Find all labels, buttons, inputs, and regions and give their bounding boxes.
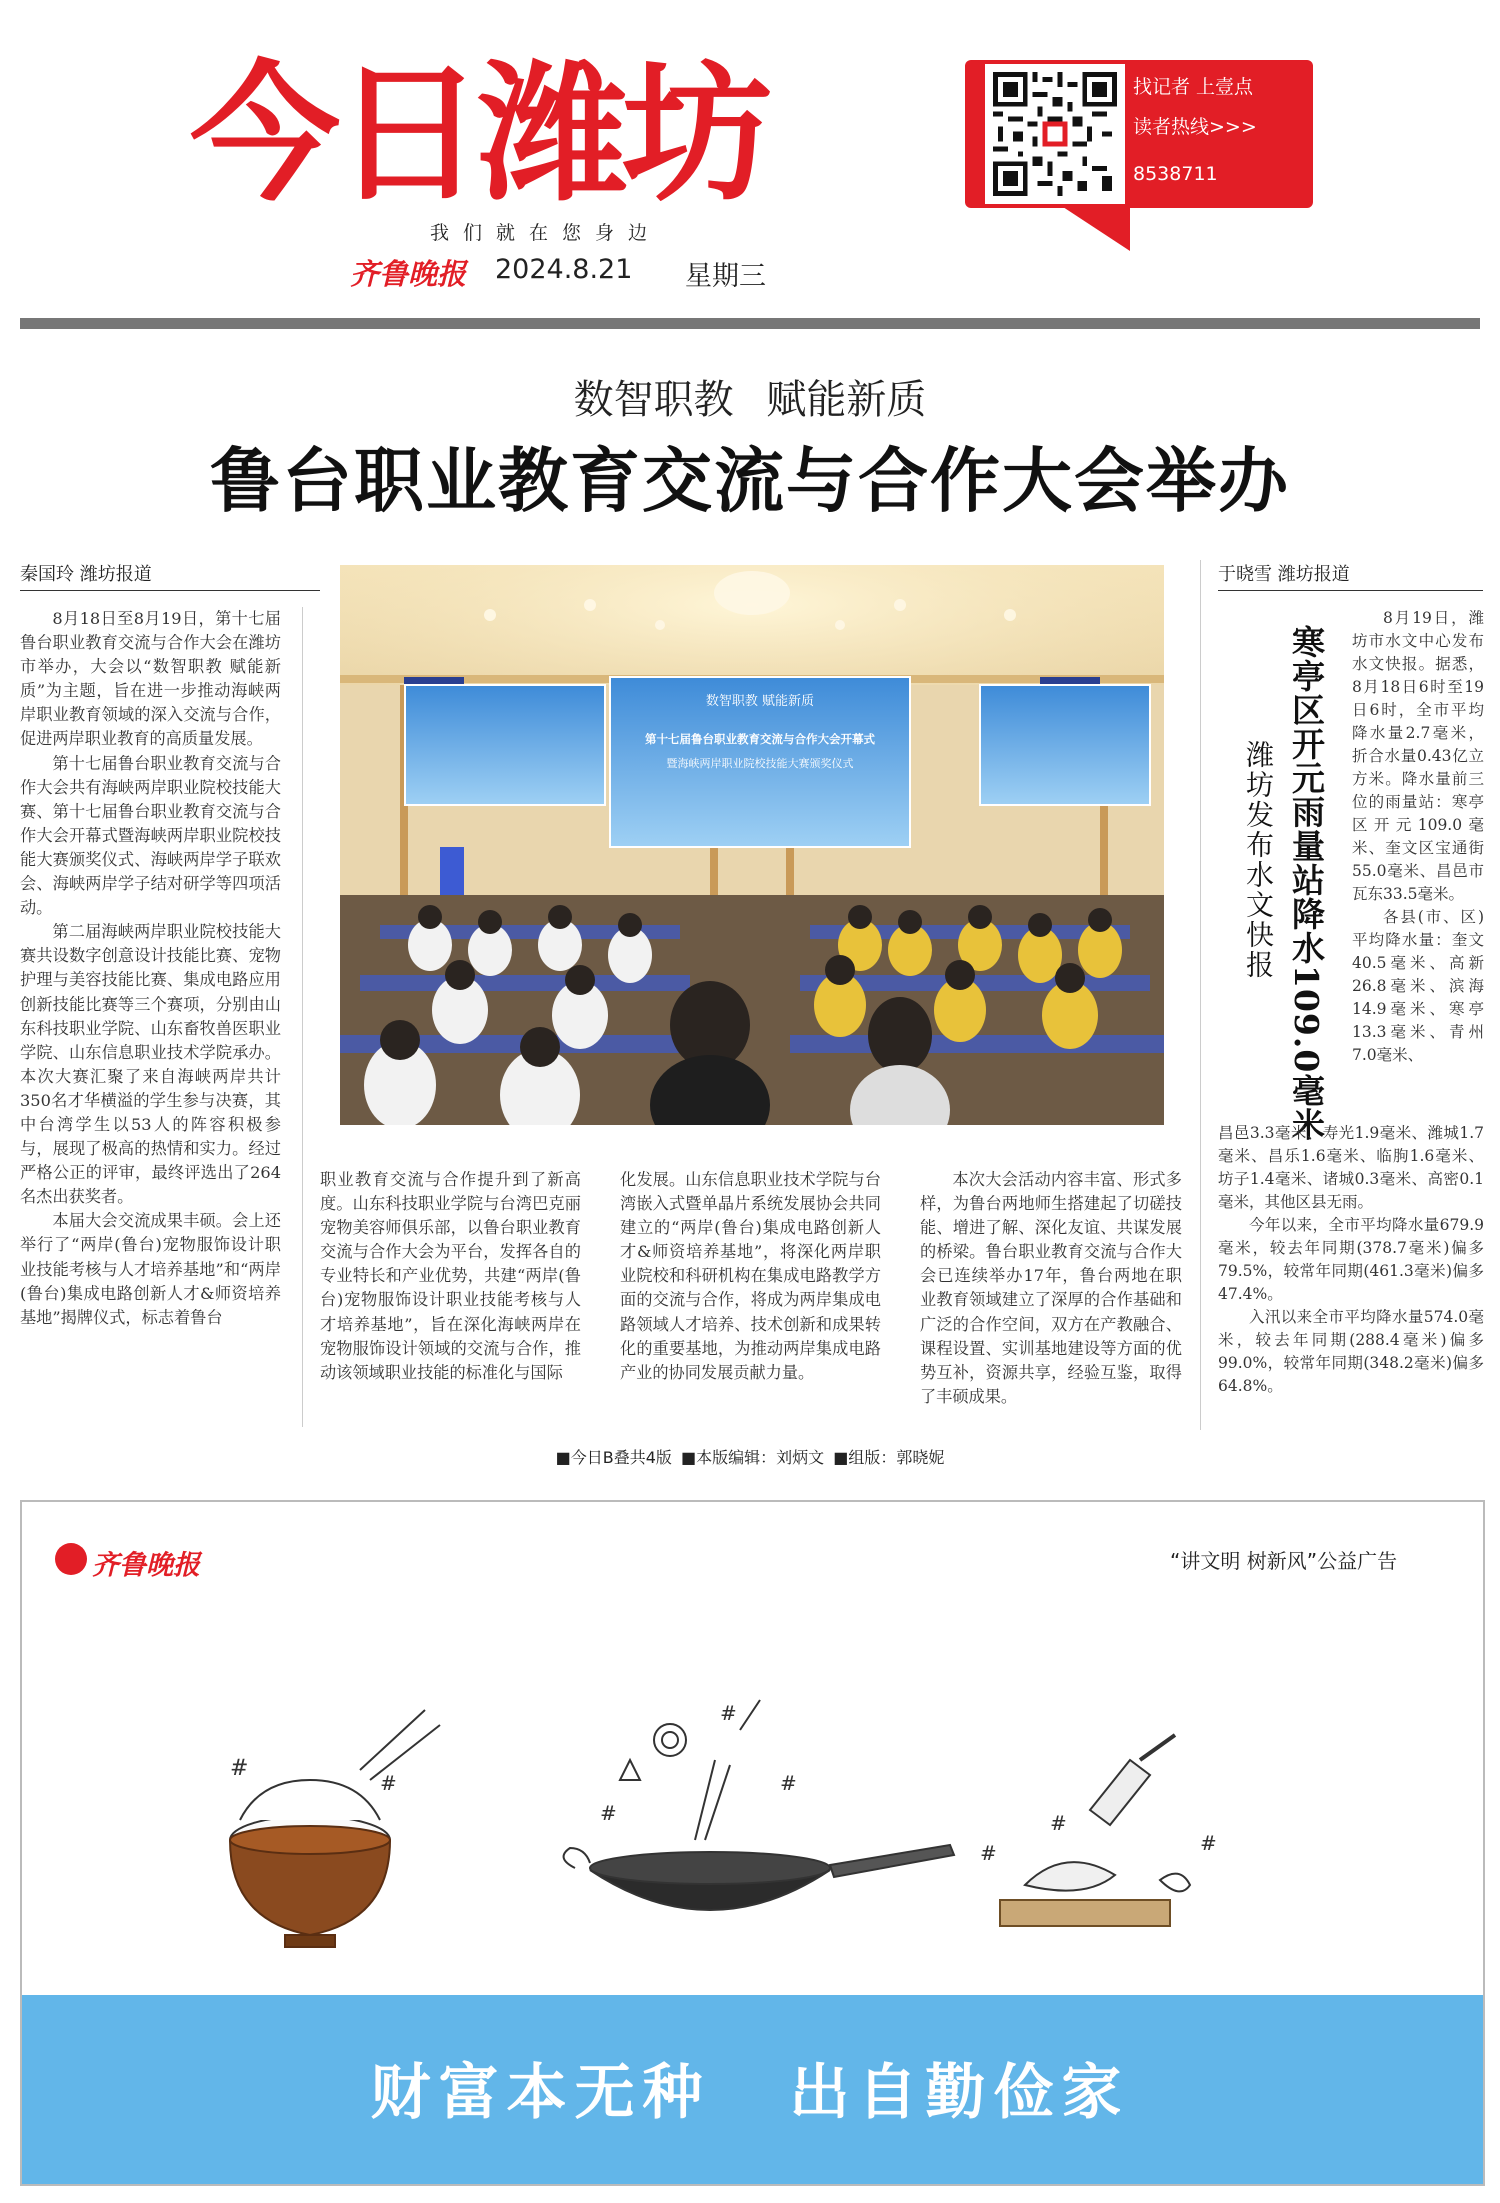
hotline-box-tail bbox=[1060, 205, 1130, 251]
conference-photo bbox=[340, 565, 1164, 1125]
side-column-b bbox=[1218, 1122, 1484, 1432]
column-divider bbox=[302, 607, 303, 1427]
lead-column-1 bbox=[20, 607, 281, 1425]
paragraph: 8月18日至8月19日，第十七届鲁台职业教育交流与合作大会在潍坊市举办，大会以“数智职教 赋能新质”为主题，旨在进一步推动海峡两岸职业教育领域的深入交流与合作，促进两岸职业教育的高质量发展。 bbox=[20, 609, 281, 749]
lead-column-4 bbox=[920, 1168, 1182, 1428]
paragraph: 今年以来，全市平均降水量679.9毫米，较去年同期(378.7毫米)偏多79.5%，较常年同期(461.3毫米)偏多47.4%。 bbox=[1218, 1216, 1484, 1303]
paragraph: 第二届海峡两岸职业院校技能大赛共设数字创意设计技能比赛、宠物护理与美容技能比赛、集成电路应用创新技能比赛等三个赛项，分别由山东科技职业学院、山东畜牧兽医职业学院、山东信息职业技术学院承办。本次大赛汇聚了来自海峡两岸共计350名才华横溢的学生参与决赛，其中台湾学生以53人的阵容积极参与，展现了极高的热情和实力。经过严格公正的评审，最终评选出了264名杰出获奖者。 bbox=[20, 922, 281, 1207]
paragraph: 8月19日，潍坊市水文中心发布水文快报。据悉，8月18日6时至19日6时，全市平均降水量2.7毫米，折合水量0.43亿立方米。降水量前三位的雨量站：寒亭区开元109.0毫米、奎文区宝通街55.0毫米、昌邑市瓦东33.5毫米。 bbox=[1352, 609, 1484, 903]
lead-headline[interactable]: 鲁台职业教育交流与合作大会举办 bbox=[210, 439, 1290, 522]
lead-column-3 bbox=[620, 1168, 881, 1428]
lead-kicker: 数智职教 赋能新质 bbox=[573, 377, 927, 423]
svg-text:#: # bbox=[720, 1701, 737, 1725]
side-byline: 于晓雪 潍坊报道 bbox=[1218, 560, 1483, 591]
ad-tag: “讲文明 树新风”公益广告 bbox=[1170, 1549, 1398, 1573]
svg-text:#: # bbox=[780, 1771, 797, 1795]
wok-icon bbox=[564, 1700, 954, 1910]
hotline-number[interactable]: 8538711 bbox=[1133, 163, 1218, 185]
screen-subtitle: 暨海峡两岸职业院校技能大赛颁奖仪式 bbox=[666, 757, 854, 770]
ad-logo: 齐鲁晚报 bbox=[92, 1550, 200, 1581]
svg-text:#: # bbox=[380, 1771, 397, 1795]
paragraph: 本届大会交流成果丰硕。会上还举行了“两岸(鲁台)宠物服饰设计职业技能考核与人才培养基地”和“两岸(鲁台)集成电路创新人才&师资培养基地”揭牌仪式，标志着鲁台 bbox=[20, 1211, 281, 1327]
paragraph: 第十七届鲁台职业教育交流与合作大会共有海峡两岸职业院校技能大赛、第十七届鲁台职业教育交流与合作大会开幕式暨海峡两岸职业院校技能大赛颁奖仪式、海峡两岸学子联欢会、海峡两岸学子结对研学等四项活动。 bbox=[20, 753, 281, 918]
svg-text:#: # bbox=[600, 1801, 617, 1825]
svg-text:#: # bbox=[980, 1841, 997, 1865]
svg-text:#: # bbox=[1050, 1811, 1067, 1835]
side-headline[interactable]: 寒亭区开元雨量站降水109.0毫米 bbox=[1287, 625, 1326, 1142]
paragraph: 化发展。山东信息职业技术学院与台湾嵌入式暨单晶片系统发展协会共同建立的“两岸(鲁台)集成电路创新人才&师资培养基地”，将深化两岸职业院校和科研机构在集成电路教学方面的交流与合作，将成为两岸集成电路领域人才培养、技术创新和成果转化的重要基地，为推动两岸集成电路产业的协同发展贡献力量。 bbox=[620, 1170, 881, 1382]
hotline-label: 读者热线>>> bbox=[1133, 116, 1257, 138]
issue-weekday: 星期三 bbox=[685, 261, 766, 292]
masthead-slogan: 我们就在您身边 bbox=[430, 222, 662, 244]
masthead-divider bbox=[20, 318, 1480, 329]
paper-logo: 齐鲁晚报 bbox=[350, 257, 467, 291]
svg-text:#: # bbox=[1200, 1831, 1217, 1855]
screen-banner: 数智职教 赋能新质 bbox=[705, 694, 815, 709]
hotline-text: 找记者 上壹点 bbox=[1133, 76, 1254, 98]
masthead-title: 今日潍坊 bbox=[190, 48, 767, 222]
screen-title: 第十七届鲁台职业教育交流与合作大会开幕式 bbox=[645, 732, 875, 746]
rice-bowl-icon bbox=[230, 1710, 440, 1947]
paragraph: 各县(市、区)平均降水量：奎文40.5毫米、高新26.8毫米、滨海14.9毫米、寒亭13.3毫米、青州7.0毫米、 bbox=[1352, 908, 1484, 1064]
ad-slogan: 财富本无种 出自勤俭家 bbox=[370, 2058, 1130, 2128]
paragraph: 入汛以来全市平均降水量574.0毫米，较去年同期(288.4毫米)偏多99.0%，较常年同期(348.2毫米)偏多64.8%。 bbox=[1218, 1308, 1484, 1395]
lead-byline: 秦国玲 潍坊报道 bbox=[20, 560, 320, 591]
paragraph: 本次大会活动内容丰富、形式多样，为鲁台两地师生搭建起了切磋技能、增进了解、深化友谊、共谋发展的桥梁。鲁台职业教育交流与合作大会已连续举办17年，鲁台两地在职业教育领域建立了深厚的合作基础和广泛的合作空间，双方在产教融合、课程设置、实训基地建设等方面的优势互补，资源共享，经验互鉴，取得了丰硕成果。 bbox=[920, 1170, 1182, 1406]
qr-code-icon[interactable] bbox=[985, 64, 1125, 204]
svg-text:#: # bbox=[230, 1756, 249, 1781]
page-credits: ■今日B叠共4版 ■本版编辑：刘炳文 ■组版：郭晓妮 bbox=[555, 1448, 945, 1467]
paragraph: 昌邑3.3毫米、寿光1.9毫米、潍城1.7毫米、昌乐1.6毫米、临朐1.6毫米、坊子1.4毫米、诸城0.3毫米、高密0.1毫米，其他区县无雨。 bbox=[1218, 1124, 1484, 1211]
lead-column-2 bbox=[320, 1168, 581, 1428]
side-subhead: 潍坊发布水文快报 bbox=[1242, 740, 1275, 980]
ad-illustration bbox=[200, 1640, 1300, 1970]
column-divider bbox=[1200, 560, 1201, 1430]
issue-date: 2024.8.21 bbox=[495, 254, 633, 285]
paragraph: 职业教育交流与合作提升到了新高度。山东科技职业学院与台湾巴克丽宠物美容师俱乐部，以鲁台职业教育交流与合作大会为平台，发挥各自的专业特长和产业优势，共建“两岸(鲁台)宠物服饰设计职业技能考核与人才培养基地”，旨在深化海峡两岸在宠物服饰设计领域的交流与合作，推动该领域职业技能的标准化与国际 bbox=[320, 1170, 581, 1382]
cutting-board-icon bbox=[980, 1735, 1217, 1926]
side-column-a bbox=[1352, 607, 1484, 1129]
ad-logo-icon bbox=[55, 1543, 87, 1575]
